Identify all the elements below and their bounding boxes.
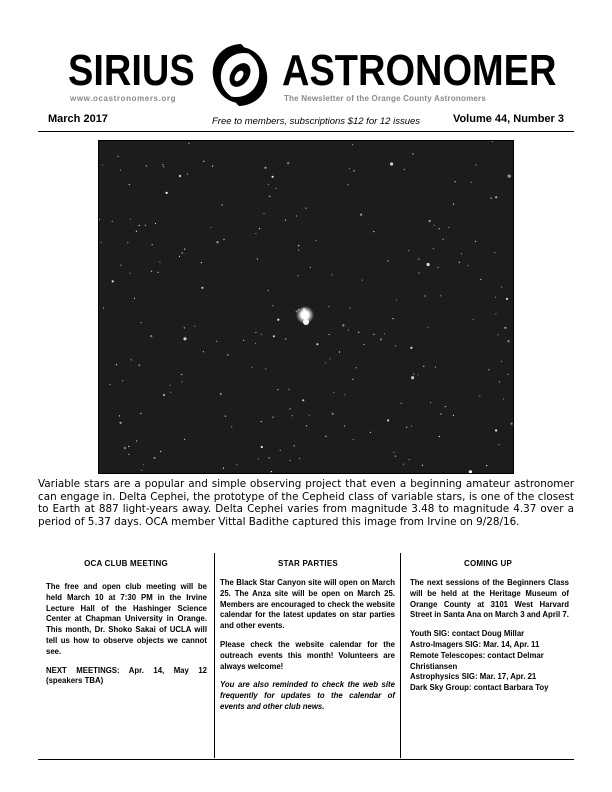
background-star [363,344,364,345]
background-star [475,164,476,165]
background-star [153,457,155,459]
background-star [440,413,441,414]
background-star [151,271,152,272]
background-star [261,334,262,335]
club-meeting-column [38,553,214,758]
background-star [424,295,425,296]
bottom-rule [38,759,574,760]
background-star [110,384,111,385]
background-star [181,374,182,375]
background-star [511,423,513,425]
background-star [152,244,153,245]
background-star [370,432,371,433]
background-star [352,379,353,380]
background-star [438,267,439,268]
club-meeting-heading: OCA CLUB MEETING [84,559,168,568]
background-star [194,326,195,327]
background-star [494,252,495,253]
background-star [182,381,183,382]
background-star [418,374,419,375]
background-star [404,169,405,170]
sig-item: Astrophysics SIG: Mar. 17, Apr. 21 [410,672,537,682]
background-star [411,426,412,427]
background-star [395,456,396,457]
background-star [261,446,263,448]
background-star [380,339,381,340]
background-star [127,242,128,243]
background-star [269,196,270,197]
background-star [259,228,260,229]
masthead-website: www.ocastronomers.org [70,94,177,103]
background-star [445,406,446,407]
background-star [285,338,286,339]
issue-date: March 2017 [48,113,108,125]
background-star [145,225,146,226]
background-star [101,242,102,243]
background-star [272,417,273,418]
background-star [388,260,389,261]
background-star [362,280,363,281]
background-star [131,359,132,360]
background-star [430,402,431,403]
background-star [141,322,142,323]
background-star [136,440,137,441]
background-star [124,447,126,449]
background-star [128,446,129,447]
background-star [298,249,299,250]
background-star [439,436,440,437]
background-star [329,334,330,335]
background-star [435,367,436,368]
background-star [455,181,456,182]
background-star [410,347,412,349]
background-star [236,464,237,465]
background-star [150,335,152,337]
background-star [277,389,278,390]
background-star [222,204,223,205]
background-star [297,275,298,276]
background-star [184,439,185,440]
background-star [443,239,444,240]
background-star [146,165,147,166]
background-star [170,392,171,393]
background-star [102,164,103,165]
background-star [169,385,170,386]
background-star [290,408,291,409]
background-star [448,227,449,228]
background-star [471,182,472,183]
background-star [129,184,130,185]
background-star [501,361,502,362]
background-star [231,426,232,427]
background-star [473,319,474,320]
background-star [155,223,156,224]
background-star [413,374,414,375]
background-star [358,332,359,333]
background-star [396,299,397,300]
background-star [325,436,326,437]
outreach-note: Please check the website calendar for the outreach events this month! Volunteers are always welcome! [220,639,395,671]
background-star [182,252,183,253]
background-star [179,256,180,257]
background-star [277,319,279,321]
background-star [475,241,476,242]
background-star [467,265,468,266]
background-star [440,295,441,296]
background-star [134,298,135,299]
background-star [265,368,266,369]
background-star [225,416,226,417]
background-star [220,393,222,395]
background-star [495,297,496,298]
sig-item: Astro-Imagers SIG: Mar. 14, Apr. 11 [410,639,540,649]
background-star [255,233,256,234]
background-star [495,196,497,198]
background-star [136,231,137,232]
subscription-note: Free to members, subscriptions $12 for 12 issues [212,116,421,127]
background-star [183,337,186,340]
background-star [433,248,434,249]
background-star [480,279,481,280]
sig-item: Remote Telescopes: contact Delmar Christiansen [410,650,544,671]
issue-volume: Volume 44, Number 3 [452,113,564,125]
background-star [491,198,492,199]
background-star [497,334,498,335]
background-star [227,354,228,355]
background-star [387,419,389,421]
background-star [272,176,274,178]
background-star [255,332,256,333]
background-star [271,471,272,472]
background-star [120,422,122,424]
background-star [130,219,131,220]
background-star [261,421,262,422]
background-star [122,380,123,381]
background-star [139,365,140,366]
background-star [140,413,141,414]
background-star [439,228,440,229]
background-star [163,166,164,167]
coming-up-heading: COMING UP [463,559,513,568]
background-star [187,173,188,174]
background-star [347,184,348,185]
background-star [412,153,413,154]
sig-item: Dark Sky Group: contact Barbara Toy [410,683,549,693]
background-star [418,272,419,273]
website-reminder: You are also reminded to check the web site frequently for updates to the calendar of events and other club news. [220,680,395,711]
background-star [488,369,489,370]
background-star [252,367,253,368]
background-star [344,425,345,426]
background-star [393,318,394,319]
background-star [349,168,350,169]
background-star [203,351,204,352]
background-star [264,167,266,169]
background-star [403,464,404,465]
background-star [332,413,334,415]
background-star [296,215,297,216]
star-parties-column [214,553,401,758]
background-star [508,374,509,375]
background-star [223,239,224,240]
background-star [328,306,329,307]
background-star [339,351,340,352]
star-parties-sites: The Black Star Canyon site will open on March 25. The Anza site will be open on March 25. Members are encouraged to check the website calendar for the latest updates on star parties and other events. [220,578,395,631]
background-star [315,240,316,241]
next-meetings: NEXT MEETINGS: Apr. 14, May 12 (speakers TBA) [46,665,207,686]
background-star [216,241,218,243]
background-star [243,340,244,341]
background-star [406,427,407,428]
background-star [390,162,393,165]
background-star [288,389,289,390]
background-star [99,219,100,220]
background-star [290,460,291,461]
background-star [119,415,120,416]
background-star [486,465,487,466]
background-star [201,287,203,289]
background-star [495,313,496,314]
background-star [179,175,181,177]
background-star [203,161,204,162]
background-star [325,362,326,363]
background-star [342,324,344,326]
background-star [352,144,353,145]
club-meeting-details: The free and open club meeting will be held March 10 at 7:30 PM in the Irvine Lecture Hall of the Hashinger Science Center at Chapman University in Orange. This month, Dr. Shoko Sakai of UCLA will tell us how to observe objects we cannot see. [46,582,207,656]
masthead [60,38,560,110]
background-star [273,335,275,337]
background-star [373,231,374,232]
background-star [411,376,414,379]
background-star [503,398,504,399]
background-star [299,458,300,459]
background-star [423,366,424,367]
coming-up-column [400,553,575,758]
background-star [422,465,423,466]
background-star [211,227,212,228]
background-star [112,221,113,222]
background-star [309,415,310,416]
background-star [159,262,160,263]
background-star [272,305,273,306]
background-star [418,259,419,260]
background-star [255,343,256,344]
background-star [201,262,202,263]
background-star [461,253,462,254]
background-star [257,258,258,259]
background-star [223,468,224,469]
background-star [120,170,121,171]
background-star [269,457,270,458]
background-star [160,451,161,452]
background-star [268,290,269,291]
background-star [103,307,104,308]
background-star [333,392,334,393]
background-star [130,273,131,274]
star-parties-heading: STAR PARTIES [278,559,338,568]
background-star [408,250,409,251]
sig-item: Youth SIG: contact Doug Millar [410,629,525,639]
background-star [143,464,144,465]
background-star [350,307,351,308]
background-star [316,343,318,345]
background-star [139,225,140,226]
background-star [459,262,460,263]
background-star [469,470,472,473]
background-star [501,287,502,288]
background-star [268,184,269,185]
background-star [306,425,307,426]
background-star [353,170,354,171]
background-star [508,175,511,178]
background-star [395,345,396,346]
star-field-image [99,141,513,473]
background-star [434,225,435,226]
background-star [344,394,345,395]
background-star [188,143,189,144]
star-field-photo [98,140,514,474]
background-star [305,208,306,209]
background-star [373,334,374,335]
background-star [401,403,402,404]
photo-caption: Variable stars are a popular and simple observing project that even a beginning amateur astronomer can engage in. Delta Cephei, the prototype of the Cepheid class of variable stars, is one of the closest to Earth at 887 light-years away. Delta Cephei varies from magnitude 3.48 to magnitude 4.37 over a period of 5.37 days. OCA member Vittal Badithe captured this image from Irvine on 9/28/16. [38,478,574,528]
background-star [128,454,129,455]
background-star [292,415,293,416]
background-star [495,429,497,431]
background-star [216,341,217,342]
masthead-title-right: ASTRONOMER [282,46,557,96]
background-star [428,327,429,328]
sirius-swirl-logo-icon [203,40,277,110]
background-star [504,327,506,329]
background-star [112,280,114,282]
background-star [184,327,185,328]
background-star [116,364,117,365]
background-star [507,340,509,342]
background-star [263,213,264,214]
background-star [120,265,121,266]
background-star [479,396,480,397]
background-star [506,298,508,300]
background-star [409,459,410,460]
background-star [294,445,295,446]
issue-info-bar [38,113,574,132]
background-star [163,394,165,396]
background-star [298,245,299,246]
news-columns [38,553,574,758]
background-star [348,330,349,331]
background-star [276,188,277,189]
background-star [331,274,332,275]
beginners-class: The next sessions of the Beginners Class will be held at the Heritage Museum of Orange County at 3101 West Harvard Street in Santa Ana on March 3 and April 7. [410,578,569,620]
background-star [166,192,168,194]
background-star [453,415,454,416]
background-star [162,164,163,165]
background-star [353,439,354,440]
background-star [492,141,493,142]
background-star [117,156,118,157]
background-star [280,450,281,451]
background-star [384,333,385,334]
background-star [356,367,357,368]
background-star [310,267,311,268]
background-star [258,458,259,459]
background-star [141,470,142,471]
background-star [499,381,500,382]
background-star [302,399,304,401]
background-star [329,358,330,359]
background-star [453,204,454,205]
background-star [429,220,431,222]
background-star [285,220,286,221]
background-star [184,249,185,250]
companion-star [303,319,309,325]
background-star [427,263,430,266]
background-star [360,214,362,216]
masthead-title-left: SIRIUS [68,46,195,96]
background-star [212,166,213,167]
background-star [393,452,394,453]
background-star [287,162,289,164]
background-star [498,444,499,445]
masthead-tagline: The Newsletter of the Orange County Astronomers [284,94,487,103]
background-star [157,272,158,273]
